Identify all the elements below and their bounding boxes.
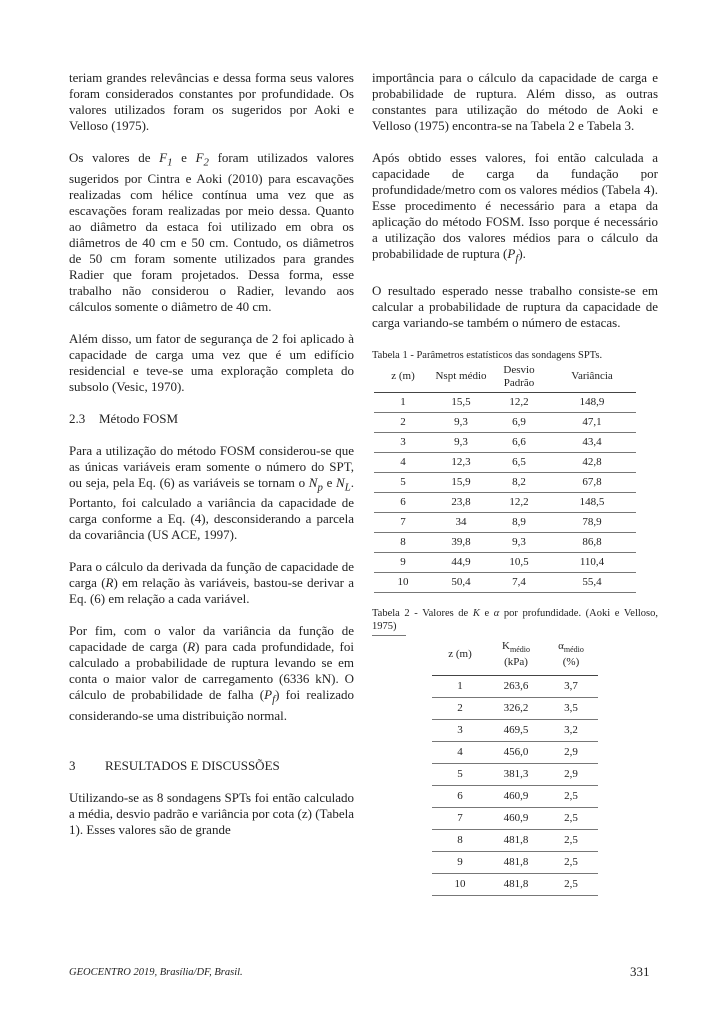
table-cell: 456,0: [488, 741, 544, 763]
table-cell: 47,1: [548, 412, 636, 432]
table-row: [374, 552, 636, 572]
table-row: [432, 763, 598, 785]
table-row: [432, 697, 598, 719]
table-cell: 9,3: [432, 432, 490, 452]
section-heading-2-3: 2.3 Método FOSM: [69, 410, 179, 426]
table-cell: 4: [432, 741, 488, 763]
table-row: [374, 472, 636, 492]
table1: [374, 364, 636, 593]
table-header: Desvio Padrão: [490, 364, 548, 393]
left-column: [69, 70, 354, 854]
paragraph: Utilizando-se as 8 sondagens SPTs foi então calculado a média, desvio padrão e variância por cota (z) (Tabela 1). Esses valores são de grande: [69, 789, 354, 837]
table-cell: 2: [432, 697, 488, 719]
paragraph: O resultado esperado nesse trabalho consiste-se em calcular a probabilidade de ruptura da capacidade de carga variando-se também o número de estacas.: [372, 282, 658, 330]
table-cell: 86,8: [548, 532, 636, 552]
table-header-row: [374, 364, 636, 393]
table-cell: 460,9: [488, 785, 544, 807]
table-cell: 10,5: [490, 552, 548, 572]
table-cell: 15,9: [432, 472, 490, 492]
paragraph: Para a utilização do método FOSM considerou-se que as únicas variáveis eram somente o número do SPT, ou seja, pela Eq. (6) as variáveis se tornam o $N_p$ e $N_L$. Portanto, foi calculado a variância da capacidade de carga conforme a Eq. (4), desconsiderando a parcela da covariância (US ACE, 1997).: [69, 442, 354, 543]
table-header: $K_{médio}$ (kPa): [488, 640, 544, 676]
table-cell: 460,9: [488, 807, 544, 829]
caption-underline: [372, 635, 406, 636]
table-cell: 12,2: [490, 392, 548, 412]
table-cell: 10: [374, 572, 432, 592]
table-cell: 481,8: [488, 829, 544, 851]
table-cell: 481,8: [488, 873, 544, 895]
table-header: z (m): [374, 364, 432, 393]
page-number: 331: [630, 964, 650, 979]
table-cell: 3: [432, 719, 488, 741]
table-cell: 39,8: [432, 532, 490, 552]
table-cell: 7: [374, 512, 432, 532]
table-cell: 2,5: [544, 851, 598, 873]
paragraph: Por fim, com o valor da variância da função de capacidade de carga (R) para cada profundidade, foi calculado a probabilidade de ruptura levando se em conta o maior valor de carregamento (6336 kN). O cálculo de probabilidade de falha $(P_f)$ foi realizado considerando-se uma distribuição normal.: [69, 623, 355, 723]
table-row: [374, 432, 636, 452]
section-heading-3: 3 RESULTADOS E DISCUSSÕES: [69, 757, 280, 773]
table-cell: 110,4: [548, 552, 636, 572]
table-cell: 9,3: [490, 532, 548, 552]
table-header: Nspt médio: [432, 364, 490, 393]
table-row: [374, 532, 636, 552]
table-cell: 34: [432, 512, 490, 532]
table-cell: 8,9: [490, 512, 548, 532]
table-row: [374, 512, 636, 532]
table-cell: 12,3: [432, 452, 490, 472]
table-cell: 15,5: [432, 392, 490, 412]
table-row: [374, 492, 636, 512]
table-cell: 381,3: [488, 763, 544, 785]
table-cell: 9: [432, 851, 488, 873]
table-cell: 5: [432, 763, 488, 785]
table-cell: 12,2: [490, 492, 548, 512]
table-cell: 8,2: [490, 472, 548, 492]
table-cell: 148,5: [548, 492, 636, 512]
table-row: [374, 392, 636, 412]
table-cell: 8: [432, 829, 488, 851]
table-cell: 3,2: [544, 719, 598, 741]
table-cell: 2,5: [544, 785, 598, 807]
table-row: [432, 829, 598, 851]
table-cell: 9: [374, 552, 432, 572]
table-cell: 42,8: [548, 452, 636, 472]
table2: [432, 640, 598, 896]
table-cell: 3,7: [544, 675, 598, 697]
table-cell: 50,4: [432, 572, 490, 592]
table-row: [374, 572, 636, 592]
table-cell: 55,4: [548, 572, 636, 592]
table-row: [432, 785, 598, 807]
table-cell: 3: [374, 432, 432, 452]
table-cell: 78,9: [548, 512, 636, 532]
paragraph: Além disso, um fator de segurança de 2 foi aplicado à capacidade de carga uma vez que é um edifício residencial e teve-se uma exploração completa do subsolo (Vesic, 1970).: [69, 330, 354, 394]
table-cell: 2: [374, 412, 432, 432]
table-cell: 1: [374, 392, 432, 412]
table-cell: 1: [432, 675, 488, 697]
table1-caption: Tabela 1 - Parâmetros estatísticos das sondagens SPTs.: [372, 349, 603, 361]
table-cell: 2,5: [544, 829, 598, 851]
table-cell: 43,4: [548, 432, 636, 452]
table-cell: 9,3: [432, 412, 490, 432]
table-cell: 6,5: [490, 452, 548, 472]
paragraph: teriam grandes relevâncias e dessa forma seus valores foram considerados constantes por profundidade. Os valores utilizados foram os sugeridos por Aoki e Velloso (1975).: [69, 70, 354, 133]
table-header-row: [432, 640, 598, 676]
right-column: [372, 70, 658, 896]
table-header: z (m): [432, 640, 488, 676]
table-row: [432, 807, 598, 829]
table-cell: 6,9: [490, 412, 548, 432]
table-cell: 2,9: [544, 741, 598, 763]
table-cell: 23,8: [432, 492, 490, 512]
table-cell: 5: [374, 472, 432, 492]
table-cell: 4: [374, 452, 432, 472]
table-row: [374, 452, 636, 472]
table-cell: 2,9: [544, 763, 598, 785]
table-cell: 10: [432, 873, 488, 895]
paragraph: Os valores de $F_1$ e $F_2$ foram utilizados valores sugeridos por Cintra e Aoki (2010) para escavações realizadas com hélice contínua uma vez que as escavações foram realizadas por meio dessa. Quanto ao diâmetro da estaca foi utilizado em obra os diâmetros de 40 cm e 50 cm. Contudo, os diâmetros de 50 cm foram somente utilizados para grandes Radier que foram projetados. Dessa forma, esse trabalho não considerou o Radier, levando aos cálculos somente o diâmetro de 40 cm.: [69, 150, 354, 314]
table-cell: 148,9: [548, 392, 636, 412]
paragraph: importância para o cálculo da capacidade de carga e probabilidade de ruptura. Além disso, as outras constantes para utilização do método de Aoki e Velloso (1975) encontra-se na Tabela 2 e Tabela 3.: [372, 70, 658, 133]
table-cell: 481,8: [488, 851, 544, 873]
table2-caption: Tabela 2 - Valores de K e α por profundidade. (Aoki e Velloso, 1975): [372, 607, 658, 632]
table-cell: 67,8: [548, 472, 636, 492]
table-row: [432, 719, 598, 741]
table-cell: 6,6: [490, 432, 548, 452]
paragraph: Para o cálculo da derivada da função de capacidade de carga (R) em relação às variáveis, bastou-se derivar a Eq. (6) em relação a cada variável.: [69, 559, 355, 607]
table-row: [432, 851, 598, 873]
table-cell: 44,9: [432, 552, 490, 572]
footer-conference: GEOCENTRO 2019, Brasília/DF, Brasil.: [69, 967, 243, 978]
table-row: [432, 675, 598, 697]
table-cell: 326,2: [488, 697, 544, 719]
table-row: [374, 412, 636, 432]
table-cell: 3,5: [544, 697, 598, 719]
table-cell: 2,5: [544, 807, 598, 829]
table-cell: 8: [374, 532, 432, 552]
table-cell: 6: [374, 492, 432, 512]
table-header: $\alpha_{médio}$ (%): [544, 640, 598, 676]
table-header: Variância: [548, 364, 636, 393]
table-cell: 263,6: [488, 675, 544, 697]
table-cell: 6: [432, 785, 488, 807]
paragraph: Após obtido esses valores, foi então calculada a capacidade de carga da fundação por profundidade/metro com os valores médios (Tabela 4). Esse procedimento é necessário para a etapa da aplicação do método FOSM. Isso porque é necessário a utilização dos valores médios para o cálculo da probabilidade de ruptura $(P_f)$.: [372, 150, 658, 265]
table-cell: 7: [432, 807, 488, 829]
table-row: [432, 741, 598, 763]
table-cell: 7,4: [490, 572, 548, 592]
table-row: [432, 873, 598, 895]
table-cell: 2,5: [544, 873, 598, 895]
table-cell: 469,5: [488, 719, 544, 741]
